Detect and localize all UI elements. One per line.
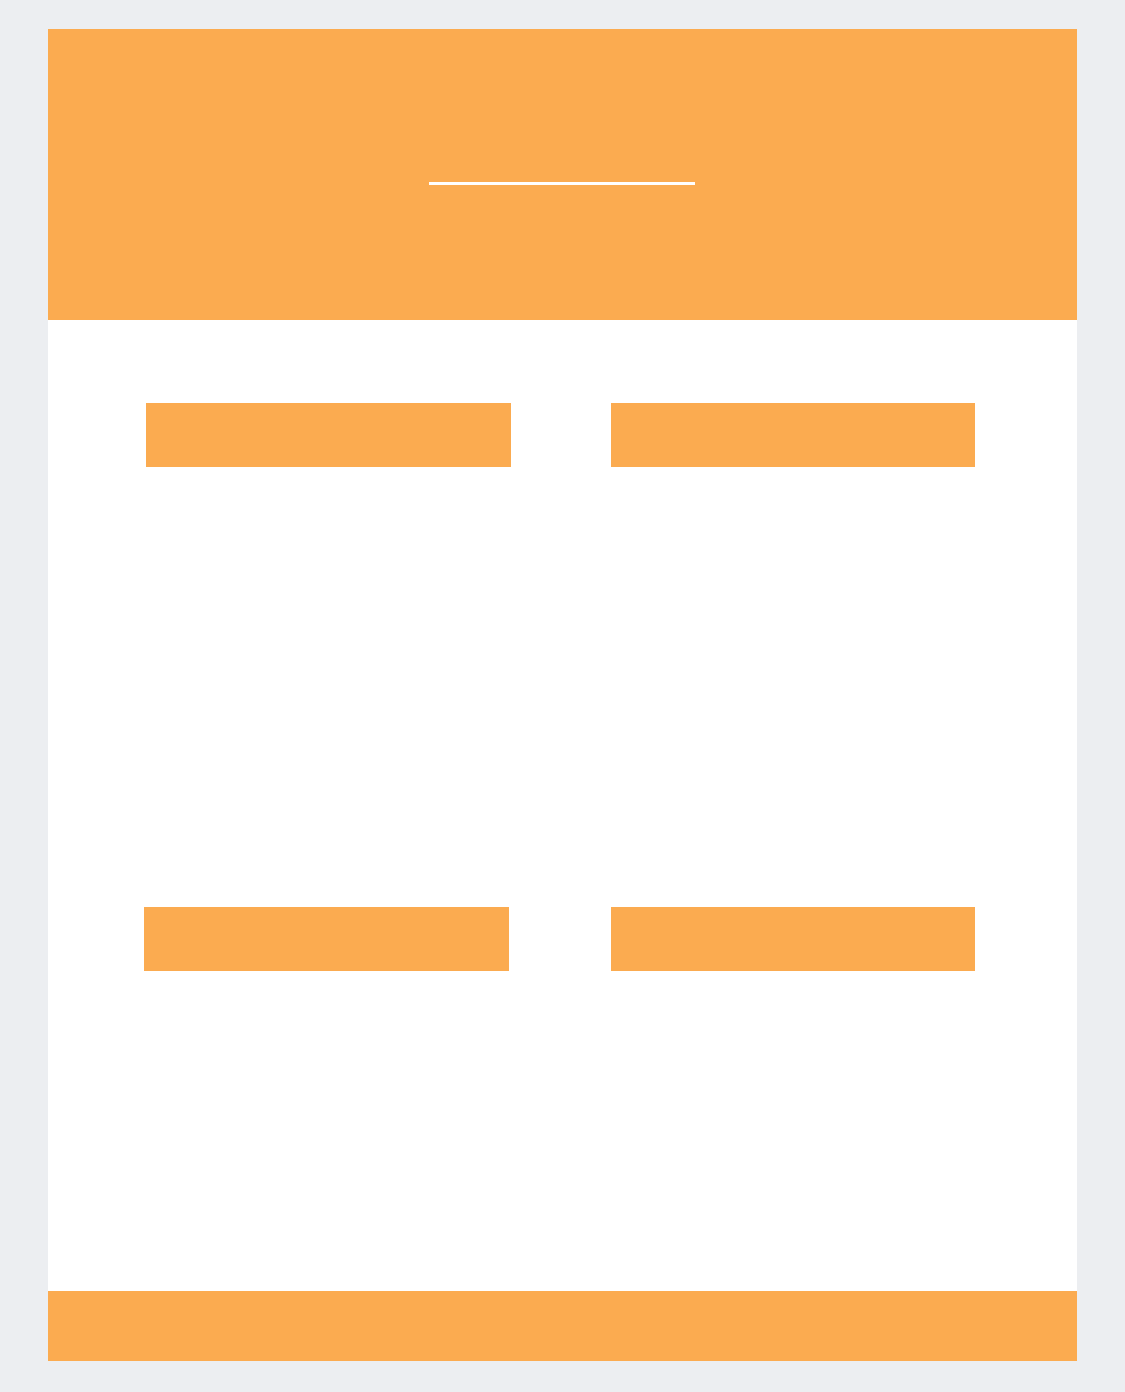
- orange-slice-pattern: [48, 1291, 1077, 1361]
- drinks-heading: [144, 907, 509, 971]
- acai-bowl-heading: [146, 403, 511, 467]
- orange-slice-pattern: [48, 29, 1077, 320]
- footer-banner: [48, 1291, 1077, 1361]
- menu-page: [48, 29, 1077, 1361]
- header-banner: [48, 29, 1077, 320]
- smoothies-heading: [611, 403, 975, 467]
- title-divider: [429, 182, 695, 185]
- wellness-heading: [611, 907, 975, 971]
